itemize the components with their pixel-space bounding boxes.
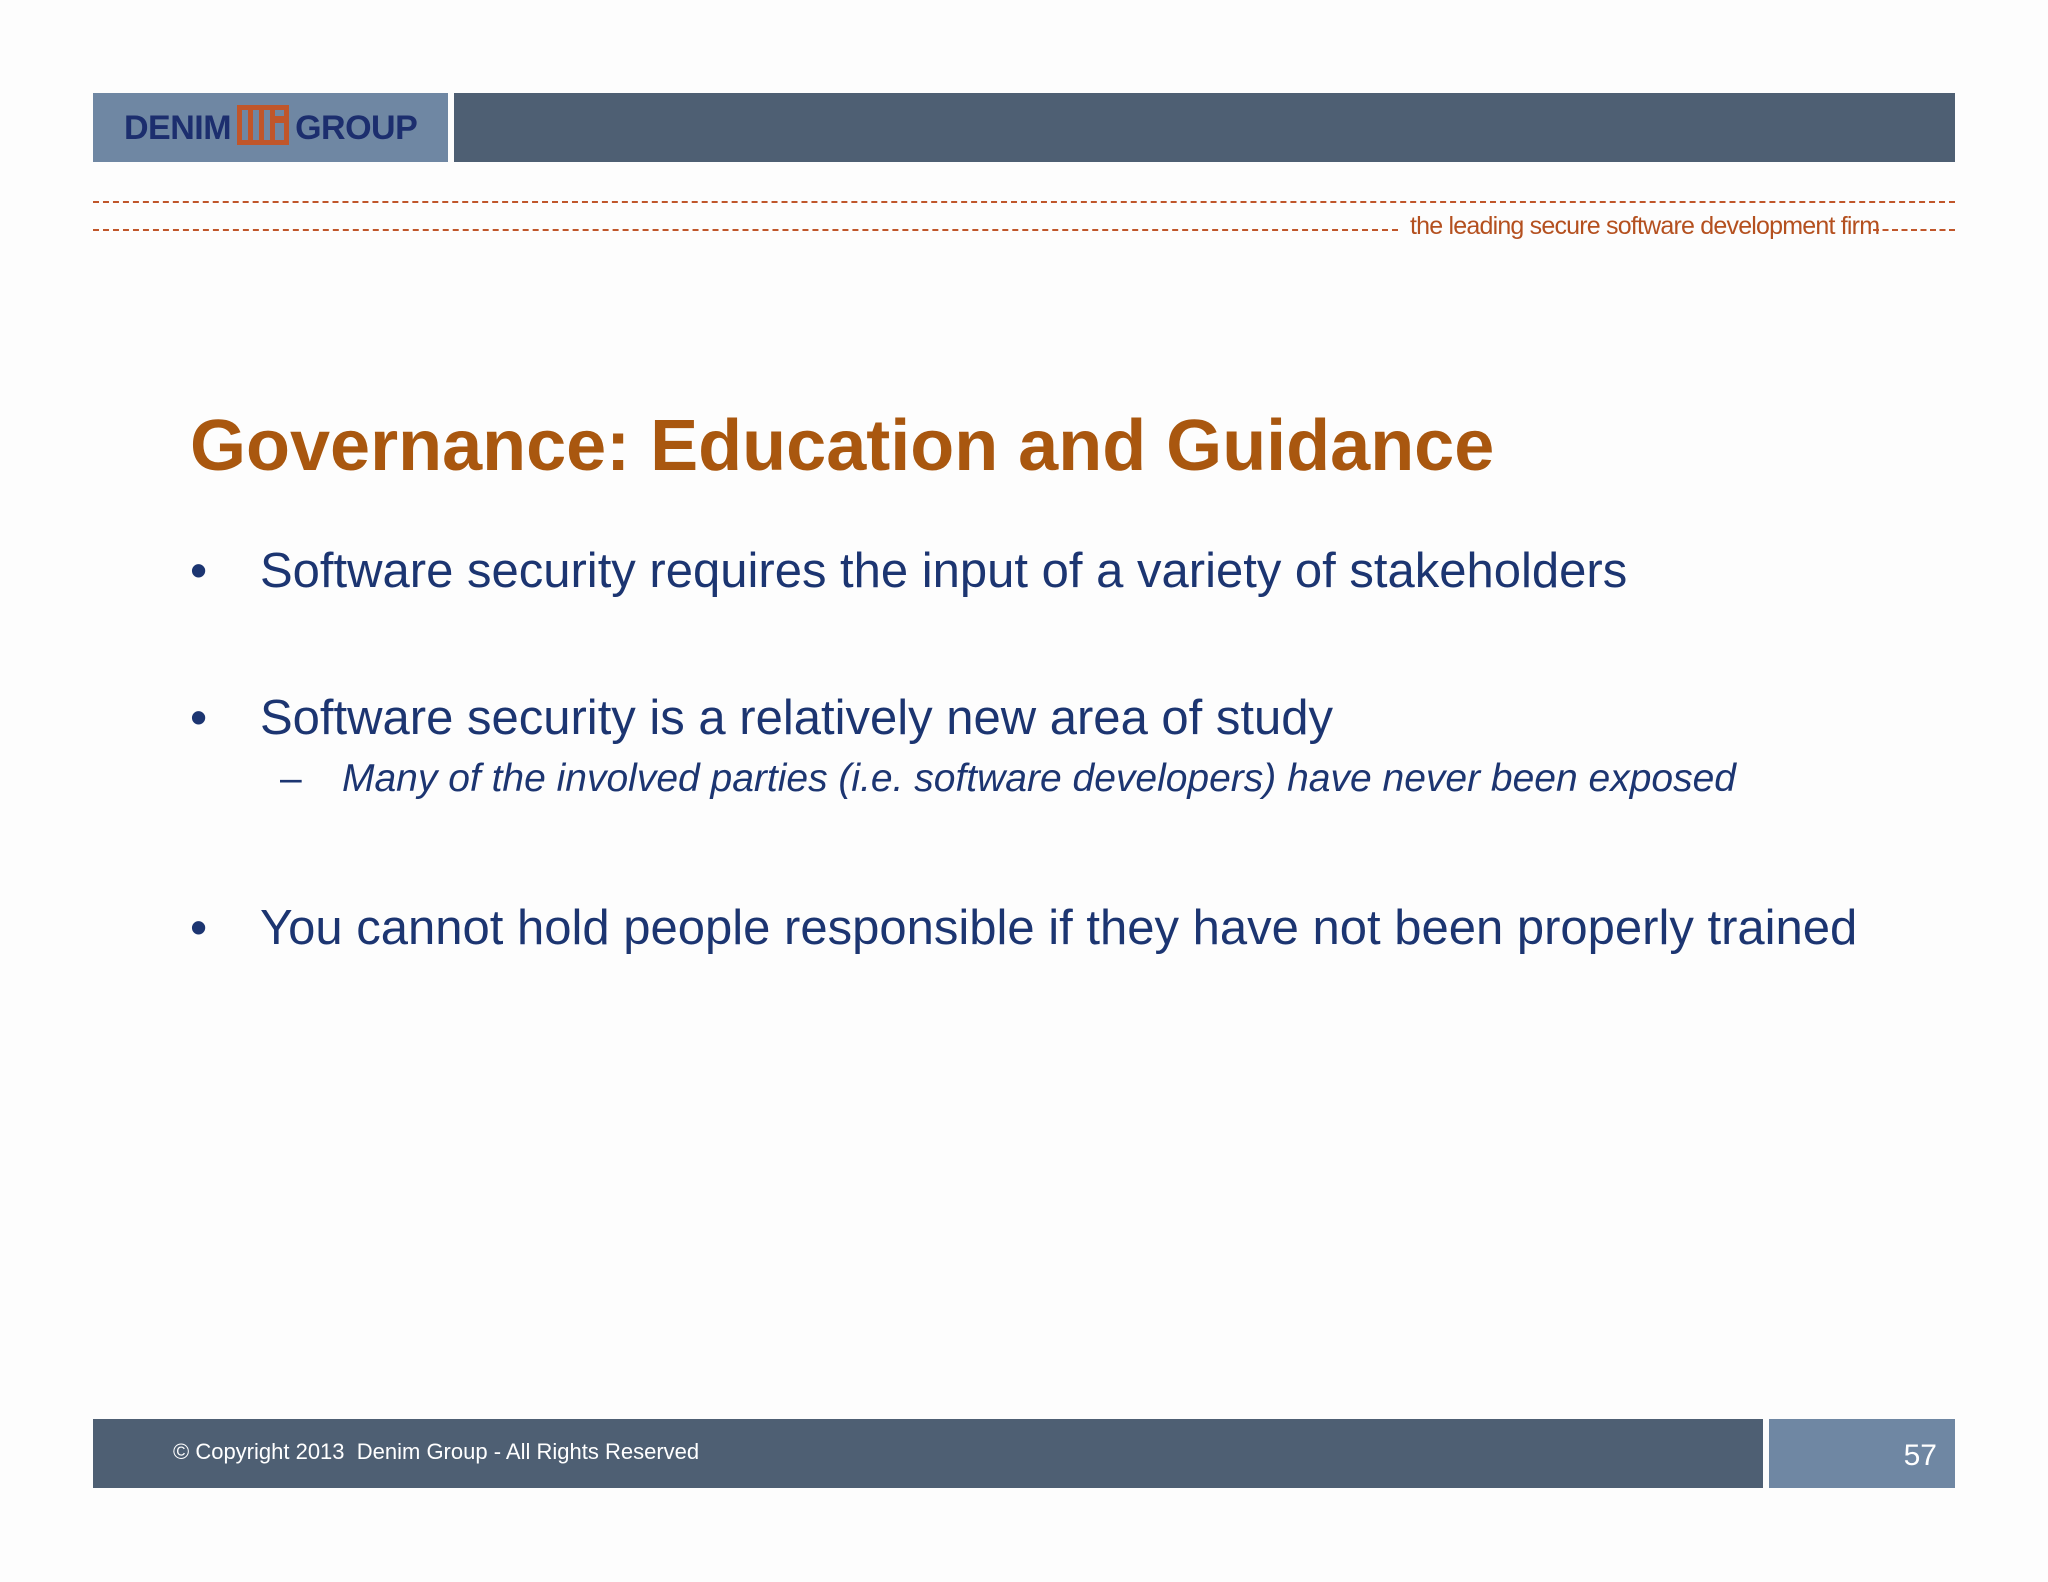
divider-dashed-top [93,201,1955,203]
slide-title: Governance: Education and Guidance [190,406,1495,486]
footer-page-box [1769,1419,1955,1488]
bullet-marker: • [190,901,208,955]
header-fill [454,93,1955,162]
header-bar [93,93,1955,162]
footer-bar [93,1419,1955,1488]
page-number: 57 [1903,1439,1937,1472]
copyright-text: © Copyright 2013 Denim Group - All Rights Reserved [173,1439,700,1464]
bullet-marker: • [190,691,208,745]
bullet-text: Software security requires the input of a variety of stakeholders [260,544,1628,598]
bullet-text: You cannot hold people responsible if they have not been properly trained [260,901,1858,955]
logo-text-left: DENIM [124,108,232,147]
divider-dashed-bottom-right [1873,229,1955,231]
logo-mark-icon [237,105,289,145]
footer-main [93,1419,1763,1488]
sub-bullet-marker: – [280,757,302,800]
logo-text-right: GROUP [295,108,418,147]
tagline: the leading secure software development firm [1410,212,1880,240]
company-logo [93,93,448,162]
bullet-text: Software security is a relatively new area of study [260,691,1334,745]
divider-dashed-bottom-left [93,229,1398,231]
bullet-marker: • [190,544,208,598]
sub-bullet-text: Many of the involved parties (i.e. software developers) have never been exposed [342,757,1736,800]
